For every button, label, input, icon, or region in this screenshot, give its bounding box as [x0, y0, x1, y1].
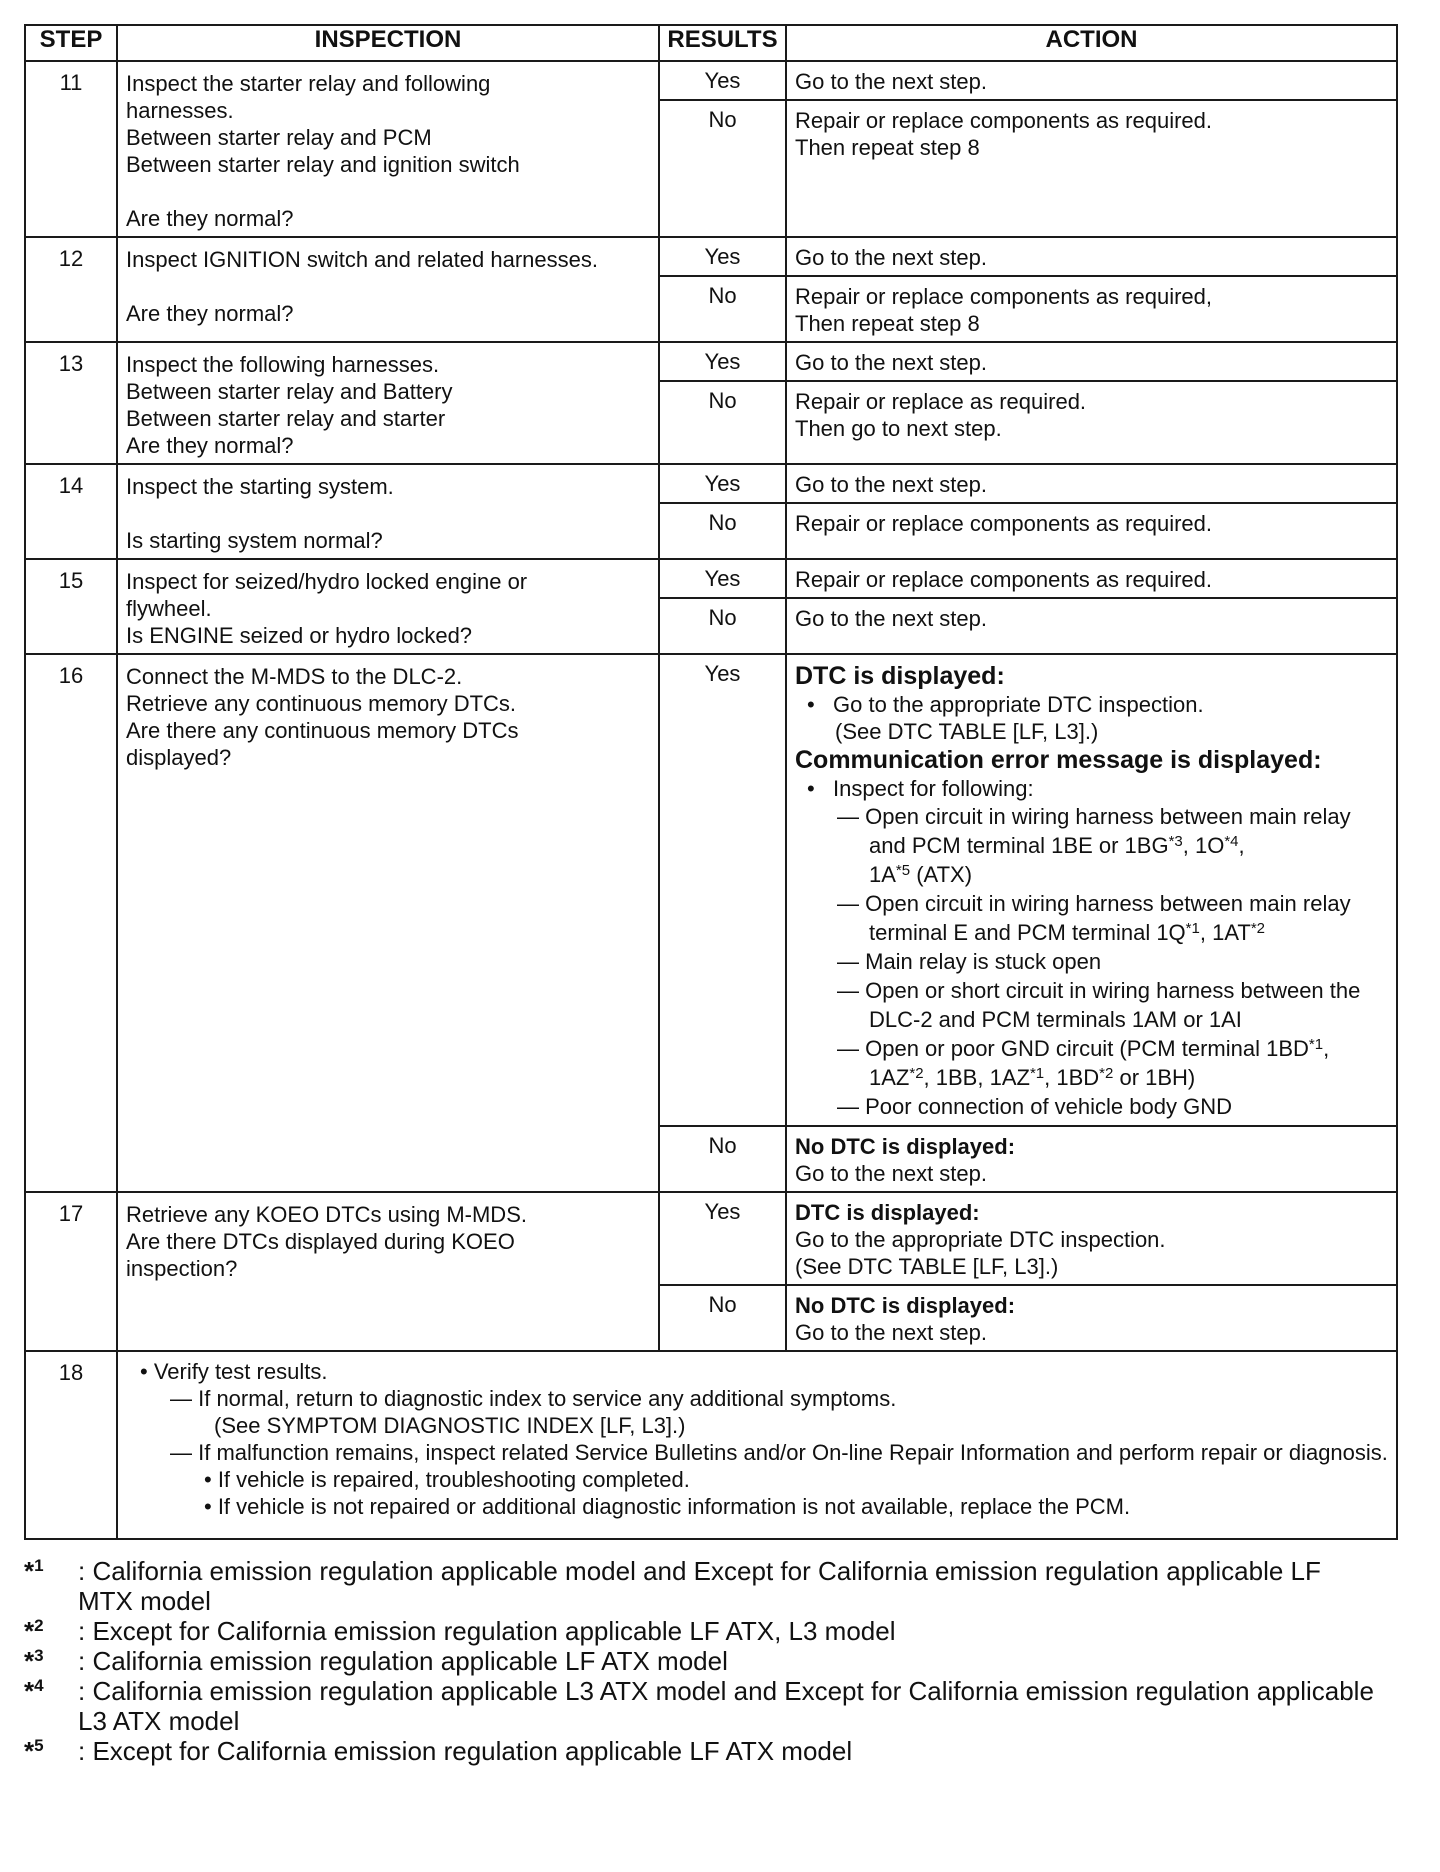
- result-yes: Yes: [659, 342, 786, 381]
- result-no: No: [659, 503, 786, 559]
- step-number: 18: [25, 1351, 117, 1539]
- footnote-text: : Except for California emission regulation applicable LF ATX, L3 model: [78, 1616, 896, 1646]
- action-yes: [786, 1192, 1397, 1285]
- action-no: [786, 276, 1397, 342]
- diagnostic-page: [24, 24, 1396, 1766]
- action-dash-item: — Open circuit in wiring harness between main relay and PCM terminal 1BE or 1BG$^{*3}$, $1O^{*4}$, $1A^{*5}$ (ATX): [837, 804, 1351, 887]
- header-action: ACTION: [786, 25, 1397, 61]
- inspection-line: Between starter relay and ignition switch: [126, 152, 520, 177]
- result-no: No: [659, 276, 786, 342]
- action-line: Repair or replace components as required,: [795, 284, 1213, 309]
- action-no: Repair or replace components as required.: [786, 503, 1397, 559]
- inspection-line: Inspect the following harnesses.: [126, 352, 440, 377]
- inspection-line: Are there any continuous memory DTCs: [126, 718, 519, 743]
- step-14-row-yes: [25, 464, 1397, 503]
- header-step: STEP: [25, 25, 117, 61]
- action-dash-item: — Open circuit in wiring harness between main relay terminal E and PCM terminal $1Q^{*1}$, 1AT$^{*2}$: [837, 891, 1351, 945]
- diagnostic-table: [24, 24, 1398, 1540]
- result-no: No: [659, 381, 786, 464]
- footnote-marker: *$^2$: [24, 1616, 44, 1646]
- inspection-line: harnesses.: [126, 98, 234, 123]
- inspection-question: Are they normal?: [126, 301, 294, 326]
- result-no: No: [659, 1285, 786, 1351]
- action-heading: No DTC is displayed:: [795, 1134, 1016, 1159]
- action-heading: DTC is displayed:: [795, 662, 1005, 690]
- inspection-cell: [117, 1192, 659, 1351]
- result-yes: Yes: [659, 559, 786, 598]
- action-no: [786, 1285, 1397, 1351]
- result-no: No: [659, 598, 786, 654]
- instruction-bullet: • Verify test results.: [140, 1359, 328, 1384]
- inspection-line: Retrieve any continuous memory DTCs.: [126, 691, 517, 716]
- action-bullet: • Inspect for following:: [807, 776, 1034, 801]
- inspection-cell: [117, 559, 659, 654]
- result-no: No: [659, 1126, 786, 1192]
- footnote: [24, 1736, 1396, 1766]
- step-number: 16: [25, 654, 117, 1192]
- inspection-line: displayed?: [126, 745, 232, 770]
- footnote-marker: *$^4$: [24, 1676, 44, 1706]
- step-number: 17: [25, 1192, 117, 1351]
- action-yes: Go to the next step.: [786, 464, 1397, 503]
- action-no: Go to the next step.: [786, 598, 1397, 654]
- result-yes: Yes: [659, 1192, 786, 1285]
- instruction-bullet: • If vehicle is not repaired or additional diagnostic information is not available, replace the PCM.: [204, 1494, 1131, 1519]
- footnote: [24, 1556, 1396, 1616]
- result-yes: Yes: [659, 464, 786, 503]
- inspection-line: Between starter relay and PCM: [126, 125, 432, 150]
- action-line: (See DTC TABLE [LF, L3].): [795, 1254, 1059, 1279]
- action-no: [786, 381, 1397, 464]
- action-no: [786, 1126, 1397, 1192]
- action-line: Then go to next step.: [795, 416, 1002, 441]
- header-results: RESULTS: [659, 25, 786, 61]
- inspection-line: Inspect for seized/hydro locked engine or: [126, 569, 528, 594]
- action-note: (See DTC TABLE [LF, L3].): [835, 719, 1099, 744]
- inspection-line: Inspect the starting system.: [126, 474, 394, 499]
- action-yes: Go to the next step.: [786, 237, 1397, 276]
- inspection-question: Are they normal?: [126, 206, 294, 231]
- action-dash-item: — Poor connection of vehicle body GND: [837, 1094, 1232, 1119]
- instruction-bullet: • If vehicle is repaired, troubleshooting completed.: [204, 1467, 690, 1492]
- inspection-cell: [117, 654, 659, 1192]
- inspection-line: Inspect IGNITION switch and related harnesses.: [126, 247, 598, 272]
- action-yes: Go to the next step.: [786, 342, 1397, 381]
- result-yes: Yes: [659, 61, 786, 100]
- result-no: No: [659, 100, 786, 237]
- action-line: Go to the next step.: [795, 1161, 988, 1186]
- step-18-instructions: [117, 1351, 1397, 1539]
- footnote: [24, 1616, 1396, 1646]
- step-number: 15: [25, 559, 117, 654]
- inspection-cell: [117, 61, 659, 237]
- step-number: 14: [25, 464, 117, 559]
- result-yes: Yes: [659, 654, 786, 1126]
- action-line: Go to the next step.: [795, 1320, 988, 1345]
- action-line: Repair or replace components as required.: [795, 108, 1213, 133]
- footnote-text: : Except for California emission regulation applicable LF ATX model: [78, 1736, 853, 1766]
- inspection-line: Between starter relay and starter: [126, 406, 446, 431]
- step-12-row-yes: [25, 237, 1397, 276]
- inspection-cell: [117, 342, 659, 464]
- inspection-line: Connect the M-MDS to the DLC-2.: [126, 664, 463, 689]
- action-heading: No DTC is displayed:: [795, 1293, 1016, 1318]
- instruction-dash: — If malfunction remains, inspect related Service Bulletins and/or On-line Repair Information and perform repair or diagnosis.: [170, 1440, 1388, 1465]
- step-number: 12: [25, 237, 117, 342]
- action-yes: Go to the next step.: [786, 61, 1397, 100]
- inspection-line: Between starter relay and Battery: [126, 379, 453, 404]
- step-17-row-yes: [25, 1192, 1397, 1285]
- action-line: Repair or replace as required.: [795, 389, 1087, 414]
- step-number: 11: [25, 61, 117, 237]
- footnote-marker: *$^1$: [24, 1556, 44, 1586]
- header-inspection: INSPECTION: [117, 25, 659, 61]
- inspection-line: inspection?: [126, 1256, 238, 1281]
- footnote: [24, 1646, 1396, 1676]
- inspection-line: Retrieve any KOEO DTCs using M-MDS.: [126, 1202, 527, 1227]
- result-yes: Yes: [659, 237, 786, 276]
- action-dash-item: — Open or short circuit in wiring harness between the DLC-2 and PCM terminals 1AM or 1AI: [837, 978, 1361, 1032]
- footnote-marker: *$^5$: [24, 1736, 44, 1766]
- inspection-line: Are there DTCs displayed during KOEO: [126, 1229, 515, 1254]
- step-11-row-yes: [25, 61, 1397, 100]
- inspection-line: Inspect the starter relay and following: [126, 71, 491, 96]
- instruction-note: (See SYMPTOM DIAGNOSTIC INDEX [LF, L3].): [214, 1413, 686, 1438]
- instruction-dash: — If normal, return to diagnostic index to service any additional symptoms.: [170, 1386, 897, 1411]
- table-header-row: [25, 25, 1397, 61]
- action-line: Go to the appropriate DTC inspection.: [795, 1227, 1166, 1252]
- footnote-marker: *$^3$: [24, 1646, 44, 1676]
- footnote-text: : California emission regulation applicable LF ATX model: [78, 1646, 728, 1676]
- action-bullet: • Go to the appropriate DTC inspection.: [807, 692, 1204, 717]
- action-line: Then repeat step 8: [795, 135, 980, 160]
- action-dash-item: — Main relay is stuck open: [837, 949, 1102, 974]
- footnote: [24, 1676, 1396, 1736]
- inspection-line: flywheel.: [126, 596, 212, 621]
- action-heading: DTC is displayed:: [795, 1200, 980, 1225]
- action-line: Then repeat step 8: [795, 311, 980, 336]
- footnote-text: : California emission regulation applicable L3 ATX model and Except for California emission regulation applicable L3 ATX model: [78, 1676, 1374, 1736]
- step-18-row: [25, 1351, 1397, 1539]
- action-dash-item: — Open or poor GND circuit (PCM terminal 1BD$^{*1}$, 1AZ$^{*2}$, 1BB, 1AZ$^{*1}$, 1BD$^{*2}$ or 1BH): [837, 1036, 1330, 1090]
- inspection-question: Is ENGINE seized or hydro locked?: [126, 623, 473, 648]
- step-15-row-yes: [25, 559, 1397, 598]
- action-heading: Communication error message is displayed:: [795, 746, 1322, 774]
- inspection-question: Is starting system normal?: [126, 528, 383, 553]
- step-16-row-yes: [25, 654, 1397, 1126]
- step-number: 13: [25, 342, 117, 464]
- footnote-text: : California emission regulation applicable model and Except for California emission regulation applicable LF MTX model: [78, 1556, 1321, 1616]
- inspection-question: Are they normal?: [126, 433, 294, 458]
- action-yes: [786, 654, 1397, 1126]
- step-13-row-yes: [25, 342, 1397, 381]
- action-no: [786, 100, 1397, 237]
- inspection-cell: [117, 464, 659, 559]
- action-yes: Repair or replace components as required.: [786, 559, 1397, 598]
- footnotes: [24, 1556, 1396, 1766]
- inspection-cell: [117, 237, 659, 342]
